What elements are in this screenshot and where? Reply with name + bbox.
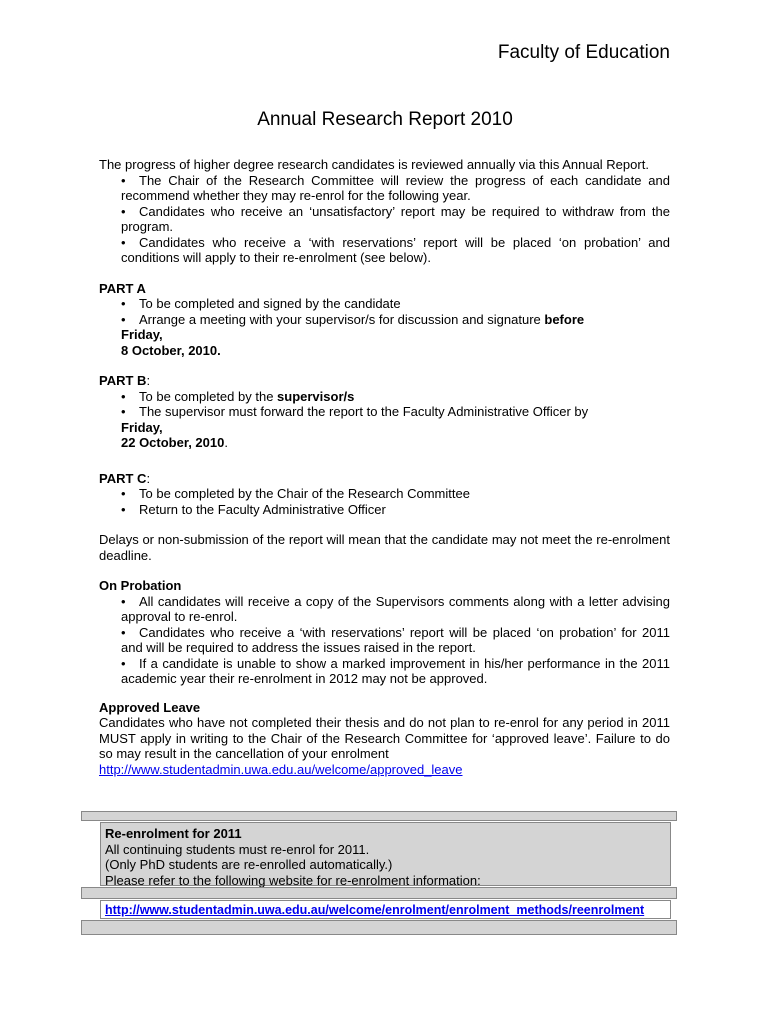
deadline-day: Friday, bbox=[121, 327, 163, 342]
list-item: • Return to the Faculty Administrative Officer bbox=[121, 502, 670, 518]
reenrolment-box bbox=[100, 822, 671, 886]
reenrolment-line: All continuing students must re-enrol for 2011. bbox=[105, 841, 370, 857]
list-item: • All candidates will receive a copy of the Supervisors comments along with a letter advising approval to re-enrol. bbox=[121, 594, 670, 625]
sentence-end: . bbox=[224, 435, 228, 450]
list-item bbox=[121, 389, 670, 405]
faculty-name: Faculty of Education bbox=[497, 42, 670, 63]
part-b-bullets bbox=[99, 389, 670, 451]
part-c-heading-line bbox=[99, 471, 670, 487]
deadline-before: before bbox=[544, 311, 585, 327]
list-item bbox=[121, 312, 670, 359]
approved-leave-link[interactable]: http://www.studentadmin.uwa.edu.au/welcome/approved_leave bbox=[99, 761, 463, 777]
list-item bbox=[121, 404, 670, 451]
probation-heading: On Probation bbox=[99, 578, 182, 593]
reenrolment-line: (Only PhD students are re-enrolled automatically.) bbox=[105, 857, 393, 872]
probation-bullets bbox=[99, 594, 670, 687]
deadline-date: 22 October, 2010 bbox=[121, 435, 225, 450]
approved-leave-heading: Approved Leave bbox=[99, 699, 201, 715]
list-item: • To be completed by the Chair of the Research Committee bbox=[121, 486, 670, 502]
part-b-heading: PART B bbox=[99, 373, 147, 388]
heading-colon: : bbox=[146, 373, 151, 388]
list-item: • The Chair of the Research Committee will review the progress of each candidate and recommend whether they may re-enrol for the following year. bbox=[121, 173, 670, 204]
list-item: • Candidates who receive a ‘with reservations’ report will be placed ‘on probation’ for 2011 and will be required to address the issues raised in the report. bbox=[121, 625, 670, 656]
list-item-text: The supervisor must forward the report to the Faculty Administrative Officer by bbox=[139, 404, 589, 419]
approved-leave-text: Candidates who have not completed their thesis and do not plan to re-enrol for any period in 2011 MUST apply in writing to the Chair of the Research Committee for ‘approved leave’. Failure to do so may result in the cancellation of your enrolment bbox=[99, 715, 670, 761]
document-body bbox=[99, 157, 670, 777]
list-item: • Candidates who receive a ‘with reservations’ report will be placed ‘on probation’ and conditions will apply to their re-enrolment (see below). bbox=[121, 235, 670, 266]
reenrolment-heading: Re-enrolment for 2011 bbox=[105, 826, 242, 841]
list-item-text: Arrange a meeting with your supervisor/s for discussion and signature bbox=[139, 311, 545, 327]
heading-colon: : bbox=[146, 470, 151, 486]
list-item: • To be completed and signed by the candidate bbox=[121, 296, 670, 312]
part-b-heading-line bbox=[99, 373, 670, 389]
deadline-day: Friday, bbox=[121, 419, 163, 435]
intro-text: The progress of higher degree research candidates is reviewed annually via this Annual Report. bbox=[99, 157, 649, 172]
box-mid-bar bbox=[81, 887, 677, 899]
reenrolment-link[interactable]: http://www.studentadmin.uwa.edu.au/welcome/enrolment/enrolment_methods/reenrolment bbox=[105, 903, 645, 917]
deadline-date: 8 October, 2010. bbox=[121, 342, 221, 358]
delays-text: Delays or non-submission of the report will mean that the candidate may not meet the re-enrolment deadline. bbox=[99, 532, 670, 563]
part-a-bullets bbox=[99, 296, 670, 358]
box-top-bar bbox=[81, 811, 677, 821]
list-item: • Candidates who receive an ‘unsatisfactory’ report may be required to withdraw from the program. bbox=[121, 204, 670, 235]
reenrolment-link-cell bbox=[100, 900, 671, 919]
part-a-heading: PART A bbox=[99, 280, 146, 296]
list-item-text: To be completed by the bbox=[139, 388, 278, 404]
box-bottom-bar bbox=[81, 920, 677, 935]
part-c-bullets bbox=[99, 486, 670, 517]
list-item: • If a candidate is unable to show a marked improvement in his/her performance in the 2011 academic year their re-enrolment in 2012 may not be approved. bbox=[121, 656, 670, 687]
reenrolment-line: Please refer to the following website for re-enrolment information: bbox=[105, 872, 481, 888]
part-c-heading: PART C bbox=[99, 470, 147, 486]
intro-bullets bbox=[99, 173, 670, 266]
document-title: Annual Research Report 2010 bbox=[257, 109, 513, 130]
supervisor-emphasis: supervisor/s bbox=[277, 388, 355, 404]
